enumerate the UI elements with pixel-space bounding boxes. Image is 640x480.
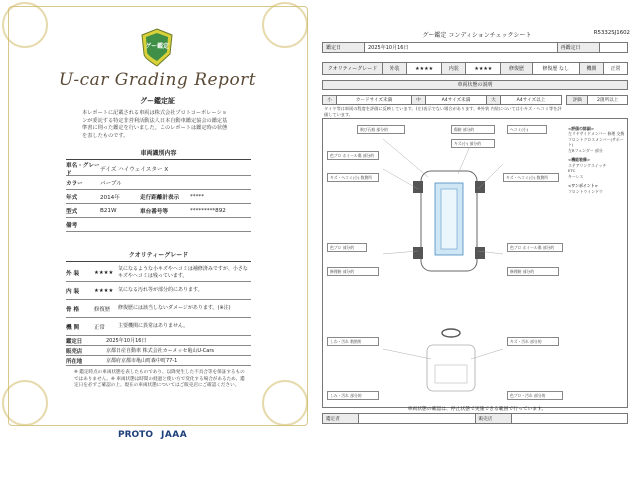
vehicle-remarks-label: 備考 [66,222,78,229]
sheet-quality-value: 修復歴 なし [532,63,579,75]
damage-callout: しみ・汚れ 部分的 [327,391,379,400]
sheet-quality-value: ★★★★ [407,63,442,75]
sheet-footnote: 車両状態の確認は、停止状態で実施できる範囲で行っています。 [407,407,547,412]
vehicle-model-value: B21W [100,207,117,214]
damage-callout: キズ・汚れ 部分的 [507,337,559,346]
eval-value: 2箇所以上 [588,96,628,105]
quality-desc: 気になる汚れ等が部分的にあります。 [118,287,203,294]
damage-callout: 飛び石痕 部分的 [357,125,405,134]
ornament-top-left-icon [2,2,48,48]
vehicle-color-row [66,176,251,190]
quality-stars: 正常 [94,324,105,331]
vehicle-model-label: 型式 [66,208,78,215]
size-value: カードサイズ未満 [337,96,412,105]
shop-label: 販売店 [66,348,83,355]
vehicle-mileage-value: ***** [190,193,204,200]
condition-check-sheet [318,0,636,480]
vehicle-section-title: 車両識別内容 [66,148,251,160]
vehicle-remarks-row [66,218,251,232]
damage-callout: 色ブロ・汚れ 部分的 [507,391,563,400]
vehicle-year-label: 年式 [66,194,78,201]
inspector-label: 鑑定者 [323,414,359,424]
sheet-shop-value [511,414,628,424]
details-line: 左Rフェンダー 部分 [568,147,603,153]
quality-desc: 主要機関に異常はありません。 [118,323,189,330]
damage-callout: 色ブロ ホイール傷 部分的 [507,243,563,252]
damage-callout: キズ(小) 部分的 [451,139,495,148]
vehicle-chassis-value: *********892 [190,207,226,214]
quality-stars: ★★★★ [94,287,114,294]
sheet-shop-label: 販売店 [475,414,511,424]
sheet-date-value: 2025年10月16日 [365,43,558,53]
sheet-date-label: 鑑定日 [323,43,365,53]
report-title: U-car Grading Report [58,70,257,90]
quality-row-frame [66,300,251,318]
sheet-quality-table [322,62,628,75]
damage-callout: 色ブロ 部分的 [327,243,367,252]
sheet-quality-key: 機関 [579,63,603,75]
quality-label: 外 装 [66,270,80,277]
jaaa-logo: JAAA [160,430,188,440]
vehicle-color-value: パープル [100,180,122,187]
quality-desc: 気になるような小キズやヘコミは補修済みですが、小さなキズやヘコミは残っています。 [118,266,248,279]
vehicle-color-label: カラー [66,180,83,187]
logo-text: グー鑑定 [144,43,169,50]
sheet-quality-key: 修復歴 [501,63,532,75]
quality-label: 機 関 [66,324,80,331]
vehicle-name-value: デイズ ハイウェイスター X [100,166,169,173]
size-value: A4サイズ未満 [425,96,486,105]
goo-kantei-logo-icon [140,28,174,68]
details-line: ステアリングスイッチ [568,162,607,168]
sheet-expiry-value [599,43,627,53]
quality-stars: ★★★★ [94,269,114,276]
shop-row [66,346,251,356]
sheet-legend: タイヤ等は車両の程度を評価に反映しています。(左)表示でない場合があります。※外装 内装については小キズ・ヘコミ等を評価しています。 [324,106,562,117]
damage-callout: ヘコミ(小) [507,125,547,134]
quality-row-engine [66,318,251,336]
certificate-subtitle: グー鑑定証 [140,97,175,105]
damage-callout: 傷跡 部分的 [451,125,495,134]
proto-logo: PROTO [118,430,153,440]
shop-value: 京都日産自動車 株式会社カーメッセ亀山U-Cars [106,348,215,354]
vehicle-model-row [66,204,251,218]
inspector-value [359,414,476,424]
size-value: A4サイズ以上 [500,96,561,105]
vehicle-mileage-label: 走行距離計表示 [140,194,180,201]
size-key: 中 [411,96,425,105]
sheet-expiry-label: 再鑑定日 [557,43,599,53]
size-key: 小 [323,96,337,105]
vehicle-chassis-label: 車台番号等 [140,208,168,215]
certificate-notes: ※ 鑑定時点の車両状態を表したものであり、以降発生した不具合等を保証するものではありません。※ 車両状態は時間の経過と使い方で変化する場合があるため、鑑定日を必ずご確認の上、現在の車両状態についてはご販売店にご確認ください。 [74,370,245,389]
details-line: <ワンポイント> [568,183,598,189]
sheet-code: R5332SJ1602 [593,30,630,36]
sheet-quality-key: 外装 [383,63,407,75]
vehicle-year-value: 2014年 [100,194,120,201]
quality-label: 内 装 [66,288,80,295]
vehicle-year-row [66,190,251,204]
sheet-header-table [322,42,628,53]
damage-callout: 修理跡 部分的 [327,267,379,276]
state-section-title: 車両状態の説明 [322,80,628,90]
quality-stars: 修復歴 [94,306,111,313]
sheet-quality-label: クオリティーグレード [323,63,383,75]
sign-table [322,413,628,424]
details-line: キーレス [568,173,584,179]
eval-key: 評価 [567,96,588,105]
ornament-bottom-right-icon [262,380,308,426]
quality-row-interior [66,282,251,300]
ornament-top-right-icon [262,2,308,48]
damage-callout: 色ブロ ホイール傷 部分的 [327,151,379,160]
damage-callout: 修理跡 部分的 [507,267,559,276]
evaluation-details [568,126,626,194]
eval-table [566,95,628,105]
vehicle-name-row [66,162,251,176]
quality-row-exterior [66,264,251,282]
damage-callout: キズ・ヘコミ(小) 数箇所 [503,173,559,182]
address-row [66,356,251,366]
sheet-quality-key: 内装 [442,63,466,75]
details-title: <評価の詳細> [568,126,594,131]
address-label: 所在地 [66,358,83,365]
quality-desc: 修復歴には該当しないダメージがあります。(※注) [118,305,231,312]
certificate-intro: 本レポートに記載される車両は株式会社プロトコーポレーションが委託する特定非営利活動法人日本自動車鑑定協会の鑑定基準書に則った鑑定を行いました。このレポートは鑑定時の状態を表したものです。 [82,110,228,139]
grading-certificate [0,0,315,480]
address-value: 京都府京都市亀山町森中町77-1 [106,358,178,364]
inspection-date-row [66,336,251,346]
ornament-bottom-left-icon [2,380,48,426]
damage-callout: キズ・ヘコミ(小) 数箇所 [327,173,379,182]
details-line: フロントウインドウ [568,188,603,194]
inspection-date-label: 鑑定日 [66,338,83,345]
details-line: ETC [568,168,576,174]
footer-logos [118,428,218,442]
damage-callout: しわ・汚れ 数箇所 [327,337,379,346]
inspection-date-value: 2025年10月16日 [106,338,147,344]
details-line: フロントクロスメンバー(サポート) [568,136,624,148]
size-legend-table [322,95,562,105]
quality-section-title: クオリティーグレード [66,250,251,262]
details-line: 左リヤサイドメンバー 修理 交換 [568,131,625,137]
sheet-quality-value: ★★★★ [466,63,501,75]
sheet-quality-value: 正常 [603,63,627,75]
sheet-title: グー鑑定 コンディションチェックシート [422,32,532,39]
size-key: 大 [486,96,500,105]
vehicle-name-label: 車名・グレード [66,162,100,177]
details-line: <機能装備> [568,157,591,163]
quality-label: 骨 格 [66,306,80,313]
